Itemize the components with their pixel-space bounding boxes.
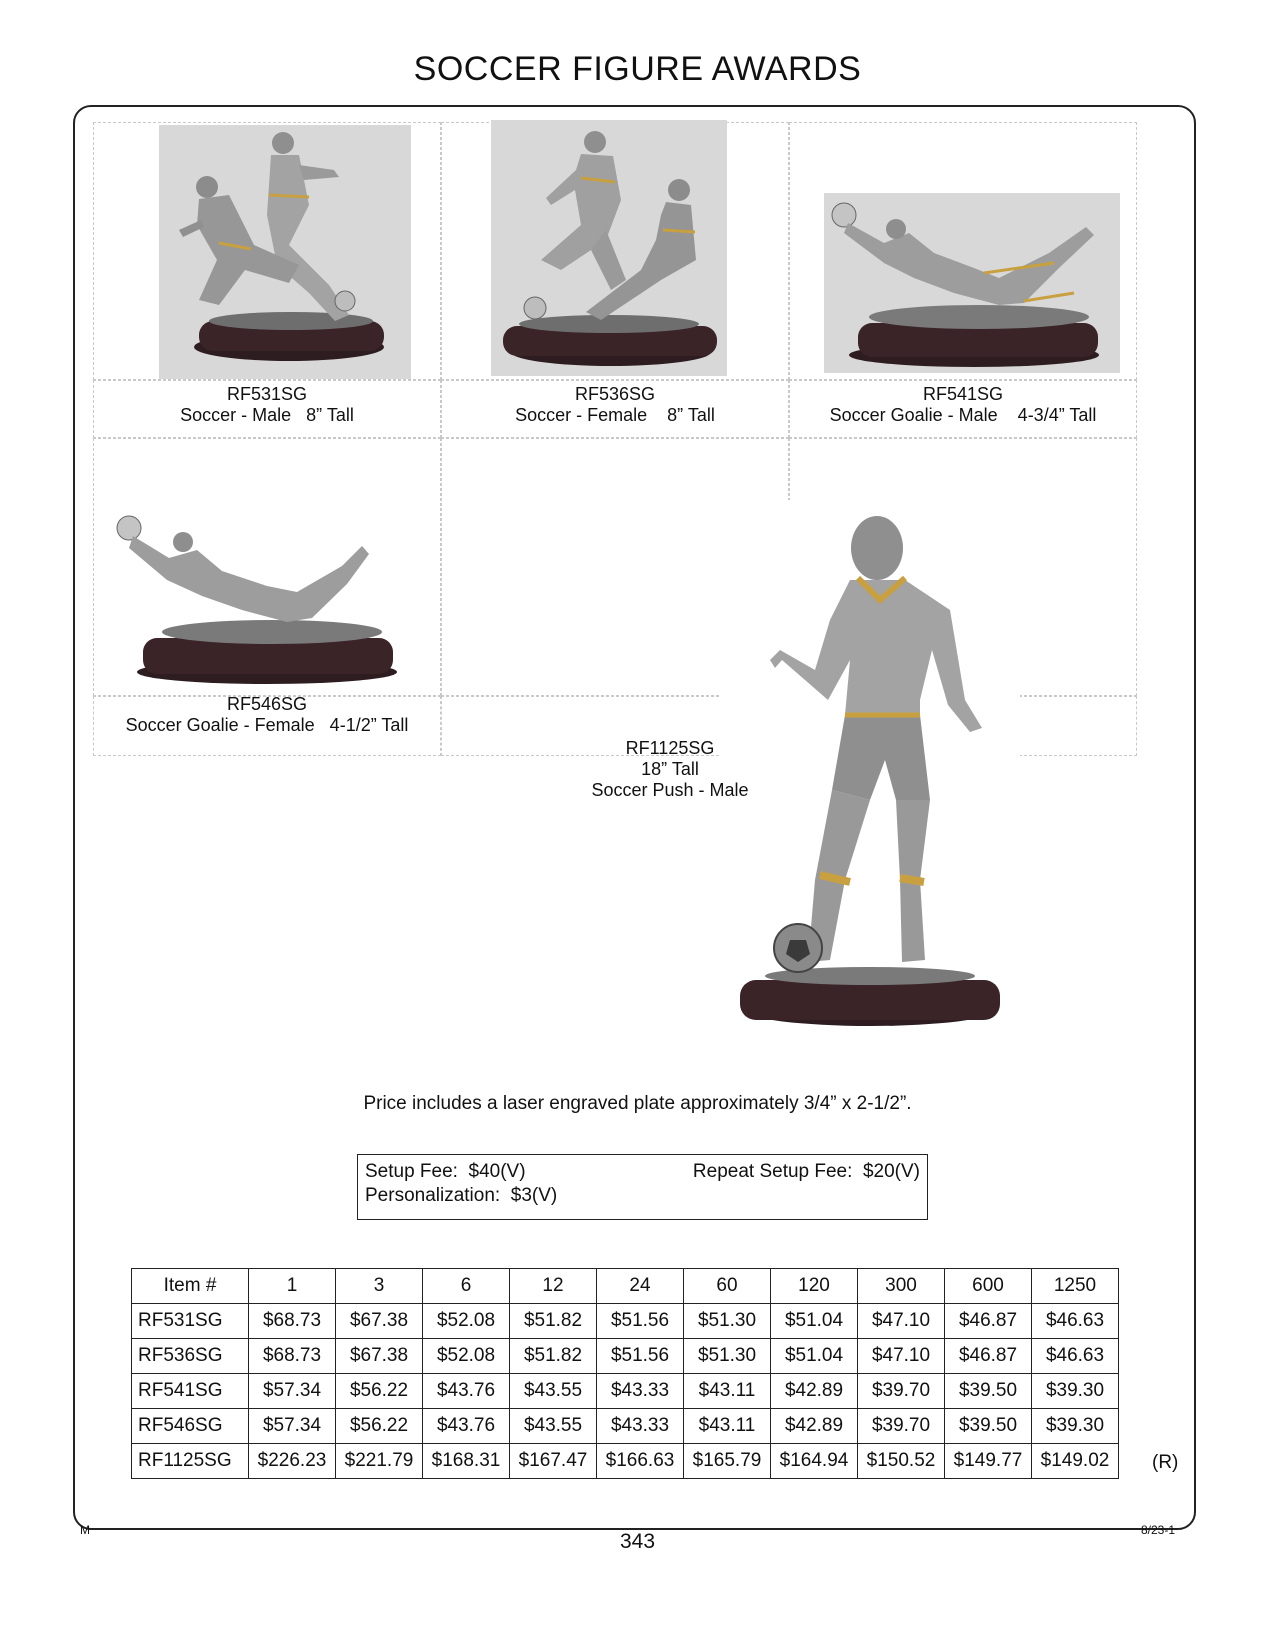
price-cell: $51.04 bbox=[771, 1304, 858, 1339]
header-qty: 1250 bbox=[1032, 1269, 1119, 1304]
price-cell: $51.56 bbox=[597, 1304, 684, 1339]
price-cell: $43.76 bbox=[423, 1374, 510, 1409]
product-image-rf536sg bbox=[491, 120, 727, 376]
product-code: RF536SG bbox=[574, 384, 656, 404]
price-cell: $56.22 bbox=[336, 1409, 423, 1444]
price-cell: $43.55 bbox=[510, 1374, 597, 1409]
price-cell: $46.87 bbox=[945, 1304, 1032, 1339]
product-code: RF546SG bbox=[226, 694, 308, 714]
page-number: 343 bbox=[619, 1530, 656, 1553]
header-qty: 600 bbox=[945, 1269, 1032, 1304]
price-cell: $51.56 bbox=[597, 1339, 684, 1374]
price-cell: $43.76 bbox=[423, 1409, 510, 1444]
product-caption-rf531sg bbox=[93, 384, 441, 426]
header-qty: 1 bbox=[249, 1269, 336, 1304]
price-cell: $39.70 bbox=[858, 1409, 945, 1444]
price-table bbox=[131, 1268, 1119, 1479]
price-cell: $165.79 bbox=[684, 1444, 771, 1479]
product-image-rf531sg bbox=[159, 125, 411, 379]
footer-revision: 8/23-1 bbox=[1141, 1523, 1176, 1537]
header-qty: 120 bbox=[771, 1269, 858, 1304]
product-caption-rf546sg bbox=[93, 694, 441, 736]
price-cell: $51.82 bbox=[510, 1304, 597, 1339]
product-code: RF531SG bbox=[226, 384, 308, 404]
price-cell: $68.73 bbox=[249, 1304, 336, 1339]
price-cell: $67.38 bbox=[336, 1339, 423, 1374]
header-qty: 6 bbox=[423, 1269, 510, 1304]
price-cell: $42.89 bbox=[771, 1409, 858, 1444]
price-cell: $47.10 bbox=[858, 1339, 945, 1374]
price-cell: $43.33 bbox=[597, 1374, 684, 1409]
repeat-setup-fee: Repeat Setup Fee: $20(V) bbox=[692, 1161, 920, 1182]
product-description: Soccer Goalie - Female 4-1/2” Tall bbox=[125, 715, 409, 735]
item-code: RF546SG bbox=[132, 1409, 249, 1444]
price-cell: $164.94 bbox=[771, 1444, 858, 1479]
table-row bbox=[132, 1374, 1119, 1409]
price-cell: $39.70 bbox=[858, 1374, 945, 1409]
fees-box bbox=[357, 1154, 928, 1220]
price-cell: $43.11 bbox=[684, 1374, 771, 1409]
price-cell: $39.50 bbox=[945, 1374, 1032, 1409]
price-cell: $51.04 bbox=[771, 1339, 858, 1374]
price-cell: $149.02 bbox=[1032, 1444, 1119, 1479]
price-cell: $52.08 bbox=[423, 1339, 510, 1374]
product-image-rf541sg bbox=[824, 193, 1120, 373]
header-qty: 3 bbox=[336, 1269, 423, 1304]
price-cell: $51.30 bbox=[684, 1339, 771, 1374]
price-cell: $39.30 bbox=[1032, 1409, 1119, 1444]
table-row bbox=[132, 1304, 1119, 1339]
table-row bbox=[132, 1444, 1119, 1479]
price-cell: $52.08 bbox=[423, 1304, 510, 1339]
header-qty: 300 bbox=[858, 1269, 945, 1304]
price-cell: $67.38 bbox=[336, 1304, 423, 1339]
price-cell: $167.47 bbox=[510, 1444, 597, 1479]
price-table-header bbox=[132, 1269, 1119, 1304]
price-cell: $39.50 bbox=[945, 1409, 1032, 1444]
engraving-note: Price includes a laser engraved plate approximately 3/4” x 2-1/2”. bbox=[363, 1093, 912, 1114]
page-title: SOCCER FIGURE AWARDS bbox=[413, 50, 862, 88]
product-description: Soccer Goalie - Male 4-3/4” Tall bbox=[829, 405, 1097, 425]
registered-mark: (R) bbox=[1152, 1452, 1179, 1473]
header-qty: 12 bbox=[510, 1269, 597, 1304]
price-cell: $47.10 bbox=[858, 1304, 945, 1339]
item-code: RF541SG bbox=[132, 1374, 249, 1409]
price-cell: $39.30 bbox=[1032, 1374, 1119, 1409]
product-code: RF541SG bbox=[922, 384, 1004, 404]
item-code: RF1125SG bbox=[132, 1444, 249, 1479]
item-code: RF531SG bbox=[132, 1304, 249, 1339]
price-cell: $51.82 bbox=[510, 1339, 597, 1374]
price-cell: $150.52 bbox=[858, 1444, 945, 1479]
product-image-rf546sg bbox=[107, 506, 407, 690]
product-description: Soccer - Male 8” Tall bbox=[180, 405, 354, 425]
header-item: Item # bbox=[132, 1269, 249, 1304]
price-cell: $51.30 bbox=[684, 1304, 771, 1339]
footer-left-code: M bbox=[80, 1523, 90, 1537]
price-cell: $46.87 bbox=[945, 1339, 1032, 1374]
item-code: RF536SG bbox=[132, 1339, 249, 1374]
table-row bbox=[132, 1409, 1119, 1444]
personalization-fee: Personalization: $3(V) bbox=[365, 1185, 558, 1206]
price-cell: $56.22 bbox=[336, 1374, 423, 1409]
product-code: RF1125SG bbox=[625, 738, 715, 758]
price-cell: $68.73 bbox=[249, 1339, 336, 1374]
product-caption-rf1125sg bbox=[560, 738, 780, 801]
price-cell: $221.79 bbox=[336, 1444, 423, 1479]
product-caption-rf541sg bbox=[789, 384, 1137, 426]
price-cell: $46.63 bbox=[1032, 1339, 1119, 1374]
price-cell: $43.11 bbox=[684, 1409, 771, 1444]
price-cell: $226.23 bbox=[249, 1444, 336, 1479]
price-cell: $42.89 bbox=[771, 1374, 858, 1409]
price-cell: $43.55 bbox=[510, 1409, 597, 1444]
product-height: 18” Tall bbox=[641, 759, 699, 779]
header-qty: 60 bbox=[684, 1269, 771, 1304]
price-cell: $43.33 bbox=[597, 1409, 684, 1444]
product-description: Soccer - Female 8” Tall bbox=[515, 405, 715, 425]
header-qty: 24 bbox=[597, 1269, 684, 1304]
table-row bbox=[132, 1339, 1119, 1374]
setup-fee: Setup Fee: $40(V) bbox=[365, 1161, 526, 1182]
price-cell: $57.34 bbox=[249, 1409, 336, 1444]
price-cell: $168.31 bbox=[423, 1444, 510, 1479]
price-cell: $46.63 bbox=[1032, 1304, 1119, 1339]
price-cell: $166.63 bbox=[597, 1444, 684, 1479]
product-description: Soccer Push - Male bbox=[591, 780, 749, 800]
product-caption-rf536sg bbox=[441, 384, 789, 426]
price-cell: $57.34 bbox=[249, 1374, 336, 1409]
price-cell: $149.77 bbox=[945, 1444, 1032, 1479]
